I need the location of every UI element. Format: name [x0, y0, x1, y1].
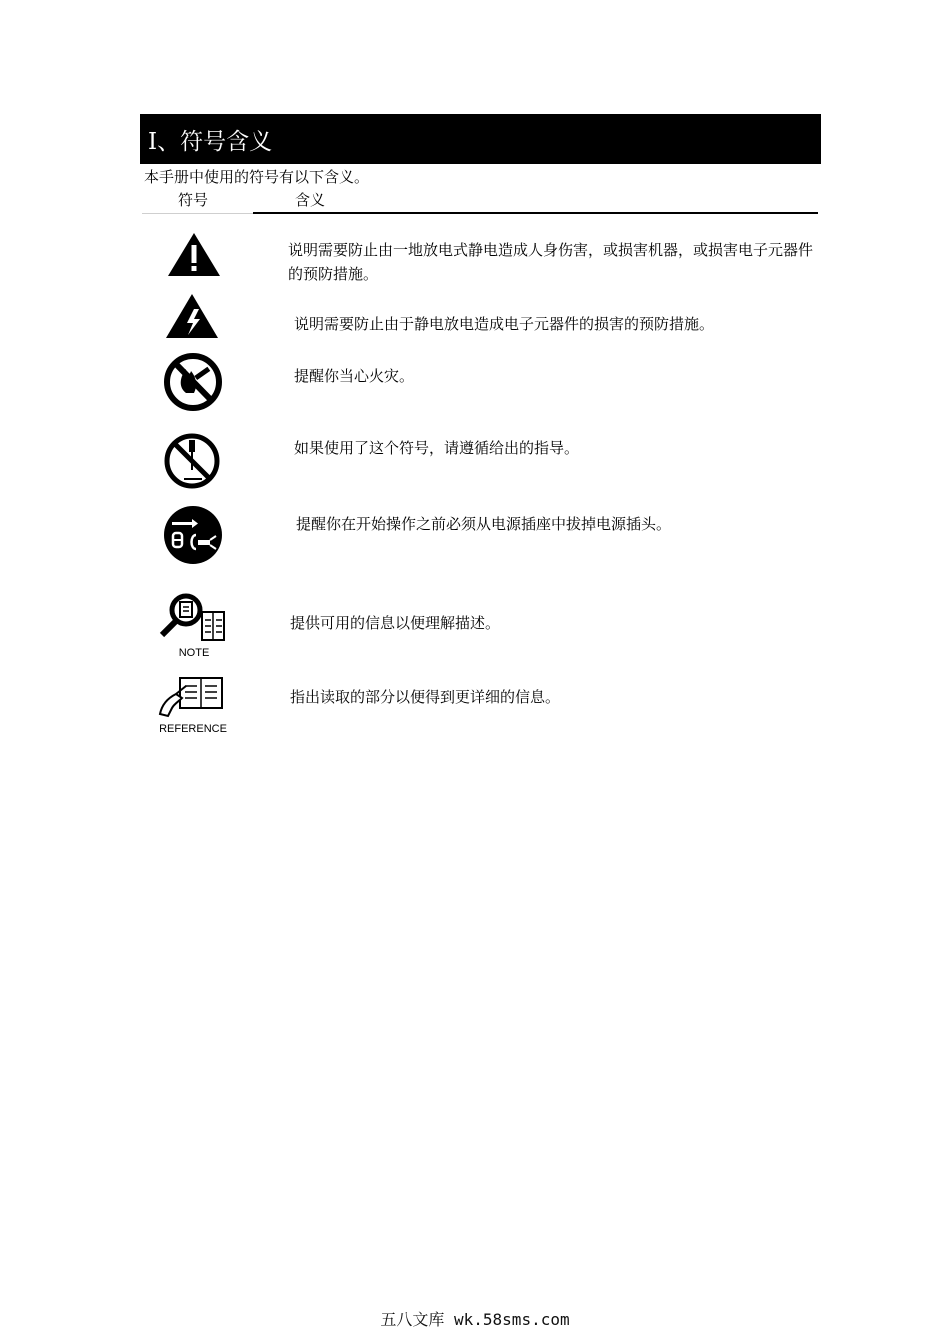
- header-rule-left: [142, 213, 253, 214]
- symbol-description: 提醒你当心火灾。: [294, 367, 415, 385]
- symbol-description: 提醒你在开始操作之前必须从电源插座中拔掉电源插头。: [296, 515, 672, 533]
- header-rule: [253, 212, 818, 214]
- symbol-description: 说明需要防止由一地放电式静电造成人身伤害，或损害机器，或损害电子元器件的预防措施。: [288, 241, 814, 283]
- symbol-description: 说明需要防止由于静电放电造成电子元器件的损害的预防措施。: [294, 315, 715, 333]
- unplug-icon: [150, 500, 240, 572]
- reference-icon: [150, 668, 240, 740]
- footer-watermark: 五八文库 wk.58sms.com: [380, 1310, 570, 1329]
- no-disassembly-icon: [150, 424, 240, 496]
- reference-label: REFERENCE: [159, 723, 227, 735]
- symbol-description: 如果使用了这个符号，请遵循给出的指导。: [294, 439, 580, 457]
- symbol-description: 提供可用的信息以便理解描述。: [290, 614, 501, 632]
- column-header-symbol: 符号: [178, 191, 209, 209]
- intro-text: 本手册中使用的符号有以下含义。: [144, 168, 370, 186]
- symbol-description: 指出读取的部分以便得到更详细的信息。: [290, 688, 561, 706]
- warning-exclamation-icon: [150, 222, 240, 294]
- note-label: NOTE: [178, 647, 210, 659]
- column-header-meaning: 含义: [295, 191, 326, 209]
- note-icon: [150, 590, 240, 662]
- section-title: Ⅰ、符号含义: [140, 114, 821, 164]
- no-fire-icon: [150, 345, 240, 417]
